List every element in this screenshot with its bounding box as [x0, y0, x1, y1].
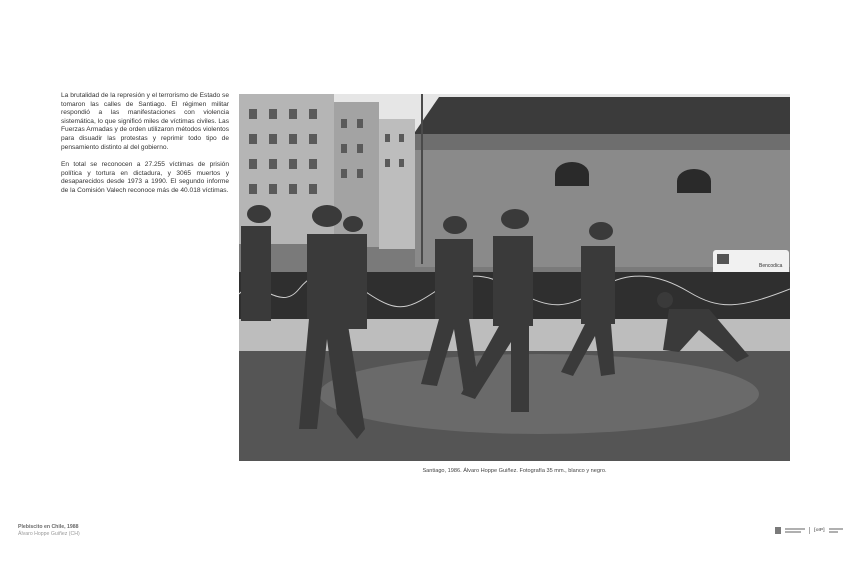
- body-paragraph-2: En total se reconocen a 27.255 víctimas de prisión política y tortura en dictadura, y 3065 muertos y desaparecidos desde 1973 a 1990. El segundo informe de la Comisión Valech reconoce más de 40.018 víctimas.: [61, 161, 229, 194]
- footer-title: Plebiscito en Chile, 1988: [18, 524, 79, 530]
- footer-author: Álvaro Hoppe Guiñez (CH): [18, 531, 80, 538]
- partner-logo-text-icon: [829, 528, 843, 533]
- institution-logo-text-icon: [785, 528, 805, 533]
- body-text-column: [61, 92, 229, 205]
- partner-logo: [oIP]: [814, 527, 825, 533]
- footer-credits: [18, 524, 80, 539]
- street-photograph: [239, 94, 790, 461]
- logo-divider: [809, 527, 810, 534]
- footer-logos: [775, 525, 843, 535]
- body-paragraph-1: La brutalidad de la represión y el terrorismo de Estado se tomaron las calles de Santiago. El régimen militar respondió a las manifestaciones con violencia sistemática, lo que significó miles de víctimas civiles. Las Fuerzas Armadas y de orden utilizaron métodos violentos para disuadir las protestas y reprimir todo tipo de pensamiento distinto al del gobierno.: [61, 92, 229, 151]
- photo-caption: Santiago, 1986. Álvaro Hoppe Guiñez. Fotografía 35 mm., blanco y negro.: [422, 468, 607, 474]
- van-label: Bencodica: [759, 263, 783, 269]
- photograph-drawing: [239, 94, 790, 461]
- institution-logo-icon: [775, 527, 781, 534]
